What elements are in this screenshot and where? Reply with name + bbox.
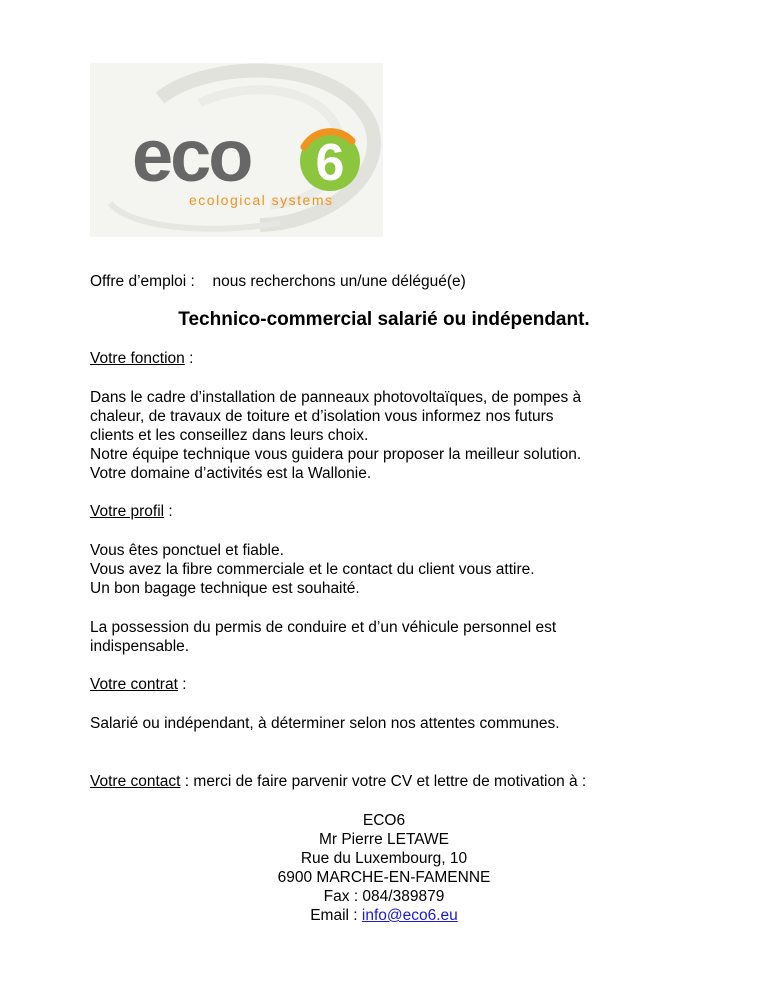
eco6-logo	[90, 63, 383, 237]
fonction-line: clients et les conseillez dans leurs choix.	[90, 427, 369, 444]
offer-text: nous recherchons un/une délégué(e)	[212, 273, 466, 290]
contact-heading-suffix: : merci de faire parvenir votre CV et lettre de motivation à :	[180, 773, 587, 790]
logo-brand-text: eco	[132, 114, 251, 197]
contact-heading: Votre contact	[90, 773, 181, 790]
offer-label: Offre d’emploi :	[90, 273, 195, 290]
contact-city: 6900 MARCHE-EN-FAMENNE	[277, 869, 491, 886]
contact-street: Rue du Luxembourg, 10	[300, 850, 468, 867]
fonction-line: chaleur, de travaux de toiture et d’isolation vous informez nos futurs	[90, 408, 554, 425]
contrat-heading-line	[90, 675, 187, 694]
profil-heading-line	[90, 502, 173, 521]
offer-line	[90, 272, 466, 291]
contrat-heading: Votre contrat	[90, 676, 178, 693]
profil-extra-line: La possession du permis de conduire et d’un véhicule personnel est	[90, 619, 557, 636]
contrat-heading-suffix: :	[177, 676, 187, 693]
profil-heading-suffix: :	[164, 503, 173, 520]
email-label: Email :	[310, 907, 362, 924]
job-title: Technico-commercial salarié ou indépendant.	[178, 309, 590, 330]
logo-tagline: ecological systems	[189, 192, 334, 208]
contact-email-line	[0, 906, 768, 926]
contact-company: ECO6	[362, 812, 406, 829]
contrat-line: Salarié ou indépendant, à déterminer selon nos attentes communes.	[90, 715, 560, 732]
profil-heading: Votre profil	[90, 503, 165, 520]
fonction-heading-line	[90, 349, 193, 368]
fonction-line: Notre équipe technique vous guidera pour proposer la meilleur solution.	[90, 446, 582, 463]
fonction-line: Dans le cadre d’installation de panneaux photovoltaïques, de pompes à	[90, 389, 582, 406]
eco6-logo-graphic	[90, 63, 383, 237]
fonction-heading: Votre fonction	[90, 350, 185, 367]
fonction-line: Votre domaine d’activités est la Wallonie.	[90, 465, 372, 482]
logo-digit: 6	[315, 134, 345, 192]
contact-person: Mr Pierre LETAWE	[318, 831, 450, 848]
profil-extra-line: indispensable.	[90, 638, 190, 655]
profil-line: Vous êtes ponctuel et fiable.	[90, 542, 284, 559]
fonction-heading-suffix: :	[184, 350, 194, 367]
email-link[interactable]: info@eco6.eu	[361, 907, 458, 924]
profil-line: Un bon bagage technique est souhaité.	[90, 580, 360, 597]
contact-fax: Fax : 084/389879	[323, 888, 445, 905]
contact-heading-line	[90, 772, 586, 791]
profil-line: Vous avez la fibre commerciale et le contact du client vous attire.	[90, 561, 535, 578]
